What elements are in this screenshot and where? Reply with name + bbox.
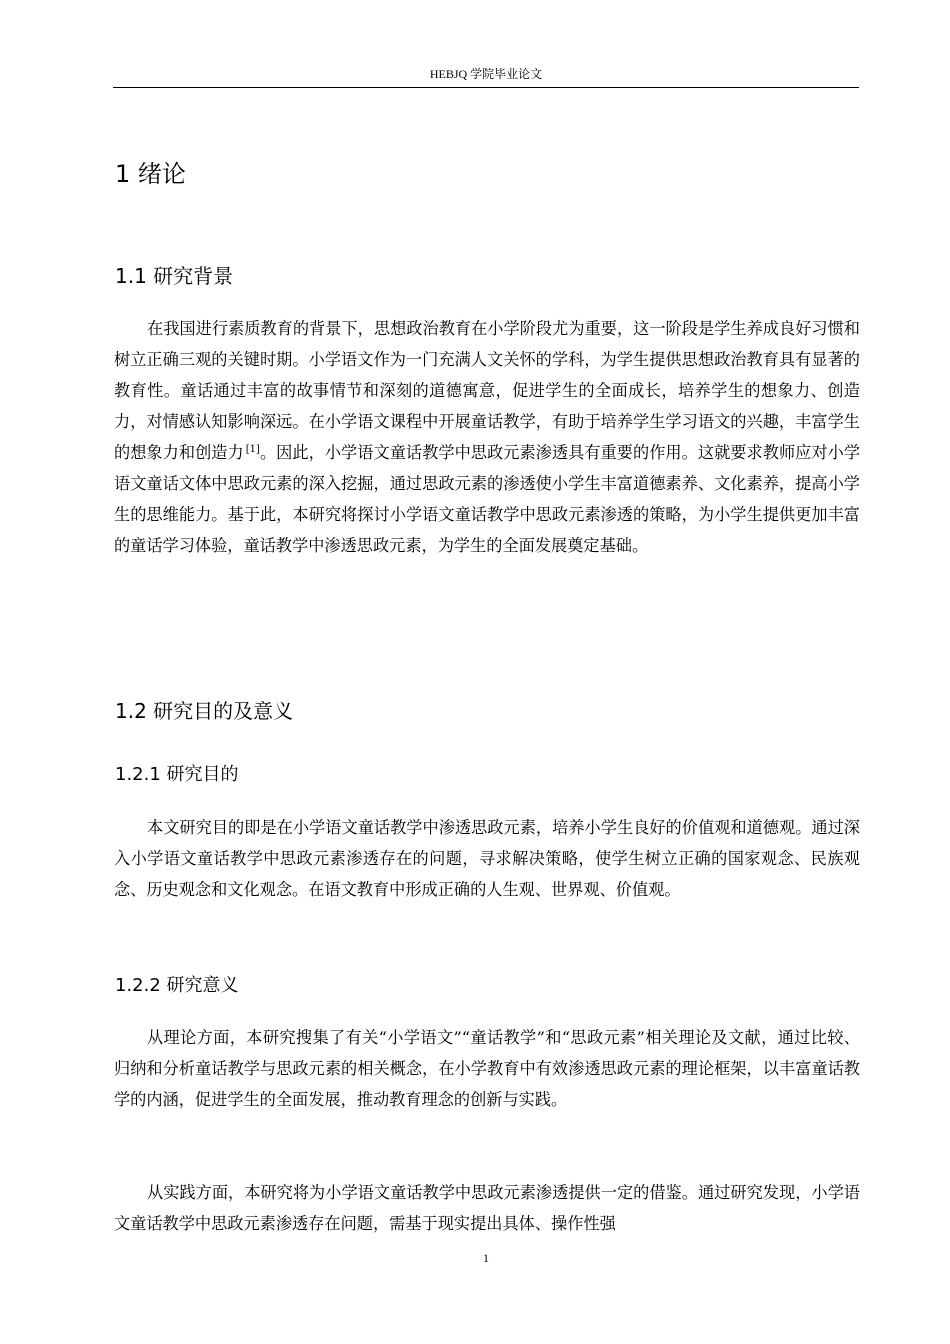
page-header: HEBJQ 学院毕业论文 <box>429 67 543 81</box>
subsection-title-research-purpose: 1.2.1 研究目的 <box>115 764 239 785</box>
paragraph-research-purpose: 本文研究目的即是在小学语文童话教学中渗透思政元素，培养小学生良好的价值观和道德观。通过深入小学语文童话教学中思政元素渗透存在的问题，寻求解决策略，使学生树立正确的国家观念、民族观念、历史观念和文化观念。在语文教育中形成正确的人生观、世界观、价值观。 <box>114 818 860 899</box>
paragraph-text: 在我国进行素质教育的背景下，思想政治教育在小学阶段尤为重要，这一阶段是学生养成良好习惯和树立正确三观的关键时期。小学语文作为一门充满人文关怀的学科，为学生提供思想政治教育具有显著的教育性。童话通过丰富的故事情节和深刻的道德寓意，促进学生的全面成长，培养学生的想象力、创造力，对情感认知影响深远。在小学语文课程中开展童话教学，有助于培养学生学习语文的兴趣，丰富学生的想象力和创造力 <box>114 319 860 462</box>
subsection-title-research-significance: 1.2.2 研究意义 <box>115 975 239 996</box>
section-title-research-background: 1.1 研究背景 <box>115 264 234 288</box>
paragraph-text: 。因此，小学语文童话教学中思政元素渗透具有重要的作用。这就要求教师应对小学语文童话文体中思政元素的深入挖掘，通过思政元素的渗透使小学生丰富道德素养、文化素养，提高小学生的思维能力。基于此，本研究将探讨小学语文童话教学中思政元素渗透的策略，为小学生提供更加丰富的童话学习体验，童话教学中渗透思政元素，为学生的全面发展奠定基础。 <box>114 443 860 555</box>
paragraph-research-background <box>114 313 860 561</box>
chapter-title: 1 绪论 <box>115 160 186 188</box>
paragraph-practical-significance: 从实践方面，本研究将为小学语文童话教学中思政元素渗透提供一定的借鉴。通过研究发现，小学语文童话教学中思政元素渗透存在问题，需基于现实提出具体、操作性强 <box>114 1183 860 1233</box>
paragraph-theoretical-significance: 从理论方面，本研究搜集了有关“小学语文”“童话教学”和“思政元素”相关理论及文献，通过比较、归纳和分析童话教学与思政元素的相关概念，在小学教育中有效渗透思政元素的理论框架，以丰富童话教学的内涵，促进学生的全面发展，推动教育理念的创新与实践。 <box>114 1028 860 1109</box>
page-number: 1 <box>483 1251 489 1265</box>
header-divider <box>113 87 859 88</box>
section-title-purpose-and-significance: 1.2 研究目的及意义 <box>115 699 294 723</box>
citation-marker[interactable]: [1] <box>245 444 260 455</box>
